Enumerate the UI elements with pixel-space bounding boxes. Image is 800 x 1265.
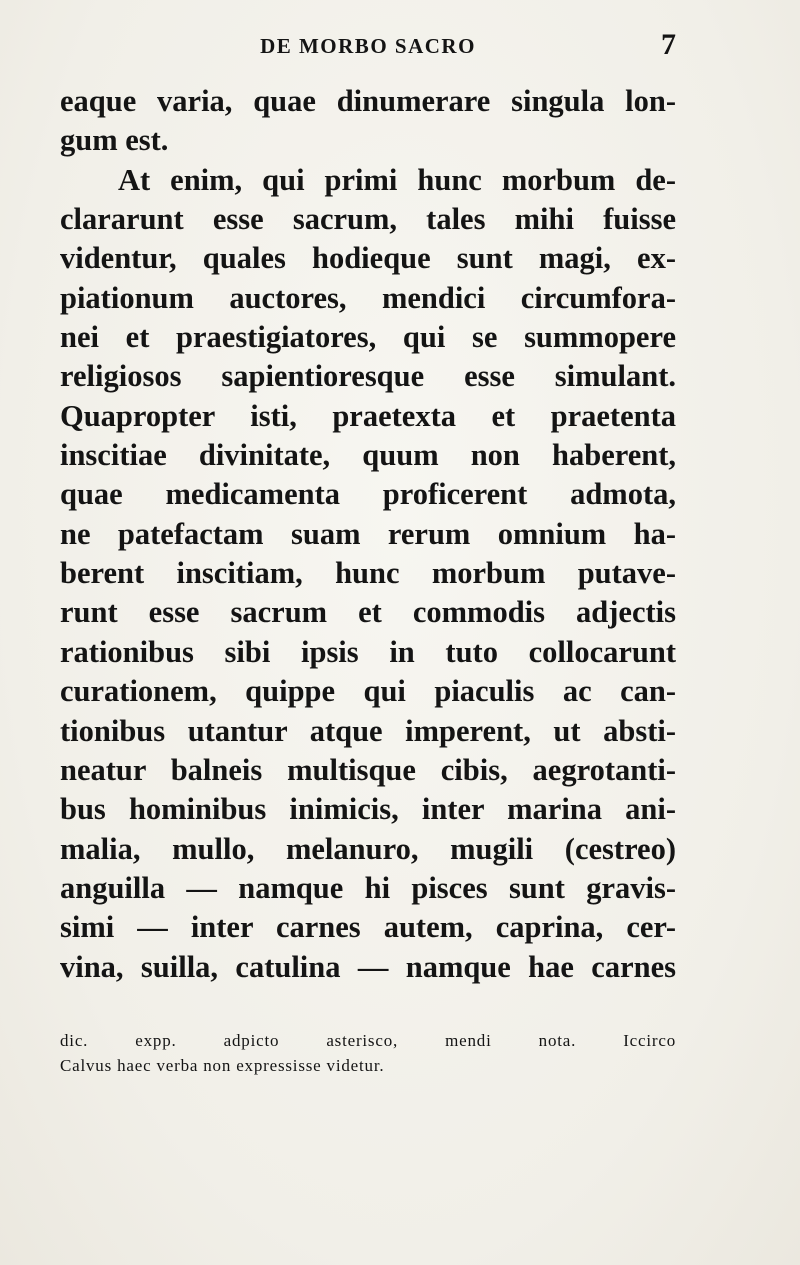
running-head-title: DE MORBO SACRO [260, 34, 476, 58]
text-line: malia, mullo, melanuro, mugili (cestreo) [60, 831, 676, 866]
page-number: 7 [661, 28, 676, 61]
text-line: bus hominibus inimicis, inter marina ani- [60, 792, 676, 827]
text-line: inscitiae divinitate, quum non haberent, [60, 438, 676, 473]
text-line: ne patefactam suam rerum omnium ha- [60, 516, 676, 551]
text-line: curationem, quippe qui piaculis ac can- [60, 674, 676, 709]
footnote-line: Calvus haec verba non expressisse videtur. [60, 1056, 385, 1075]
text-line: simi — inter carnes autem, caprina, cer- [60, 910, 676, 945]
text-line: vina, suilla, catulina — namque hae carnes [60, 949, 676, 984]
paragraph-start-line: At enim, qui primi hunc morbum de- [118, 162, 676, 197]
text-line: berent inscitiam, hunc morbum putave- [60, 556, 676, 591]
text-line: piationum auctores, mendici circumfora- [60, 280, 676, 315]
footnote [60, 1028, 676, 1078]
text-line: runt esse sacrum et commodis adjectis [60, 595, 676, 630]
main-text [60, 82, 676, 987]
text-line: rationibus sibi ipsis in tuto collocarunt [60, 634, 676, 669]
text-line: nei et praestigiatores, qui se summopere [60, 320, 676, 355]
text-line: neatur balneis multisque cibis, aegrotanti- [60, 752, 676, 787]
text-line: eaque varia, quae dinumerare singula lon- [60, 84, 676, 118]
text-line: videntur, quales hodieque sunt magi, ex- [60, 241, 676, 276]
text-line: tionibus utantur atque imperent, ut absti- [60, 713, 676, 748]
text-line: anguilla — namque hi pisces sunt gravis- [60, 870, 676, 905]
running-head [60, 30, 676, 64]
text-line: quae medicamenta proficerent admota, [60, 477, 676, 512]
text-line: Quapropter isti, praetexta et praetenta [60, 398, 676, 433]
text-line: gum est. [60, 123, 169, 158]
text-line: clararunt esse sacrum, tales mihi fuisse [60, 202, 676, 237]
footnote-line: dic. expp. adpicto asterisco, mendi nota. Iccirco [60, 1031, 676, 1050]
text-line: religiosos sapientioresque esse simulant. [60, 359, 676, 394]
